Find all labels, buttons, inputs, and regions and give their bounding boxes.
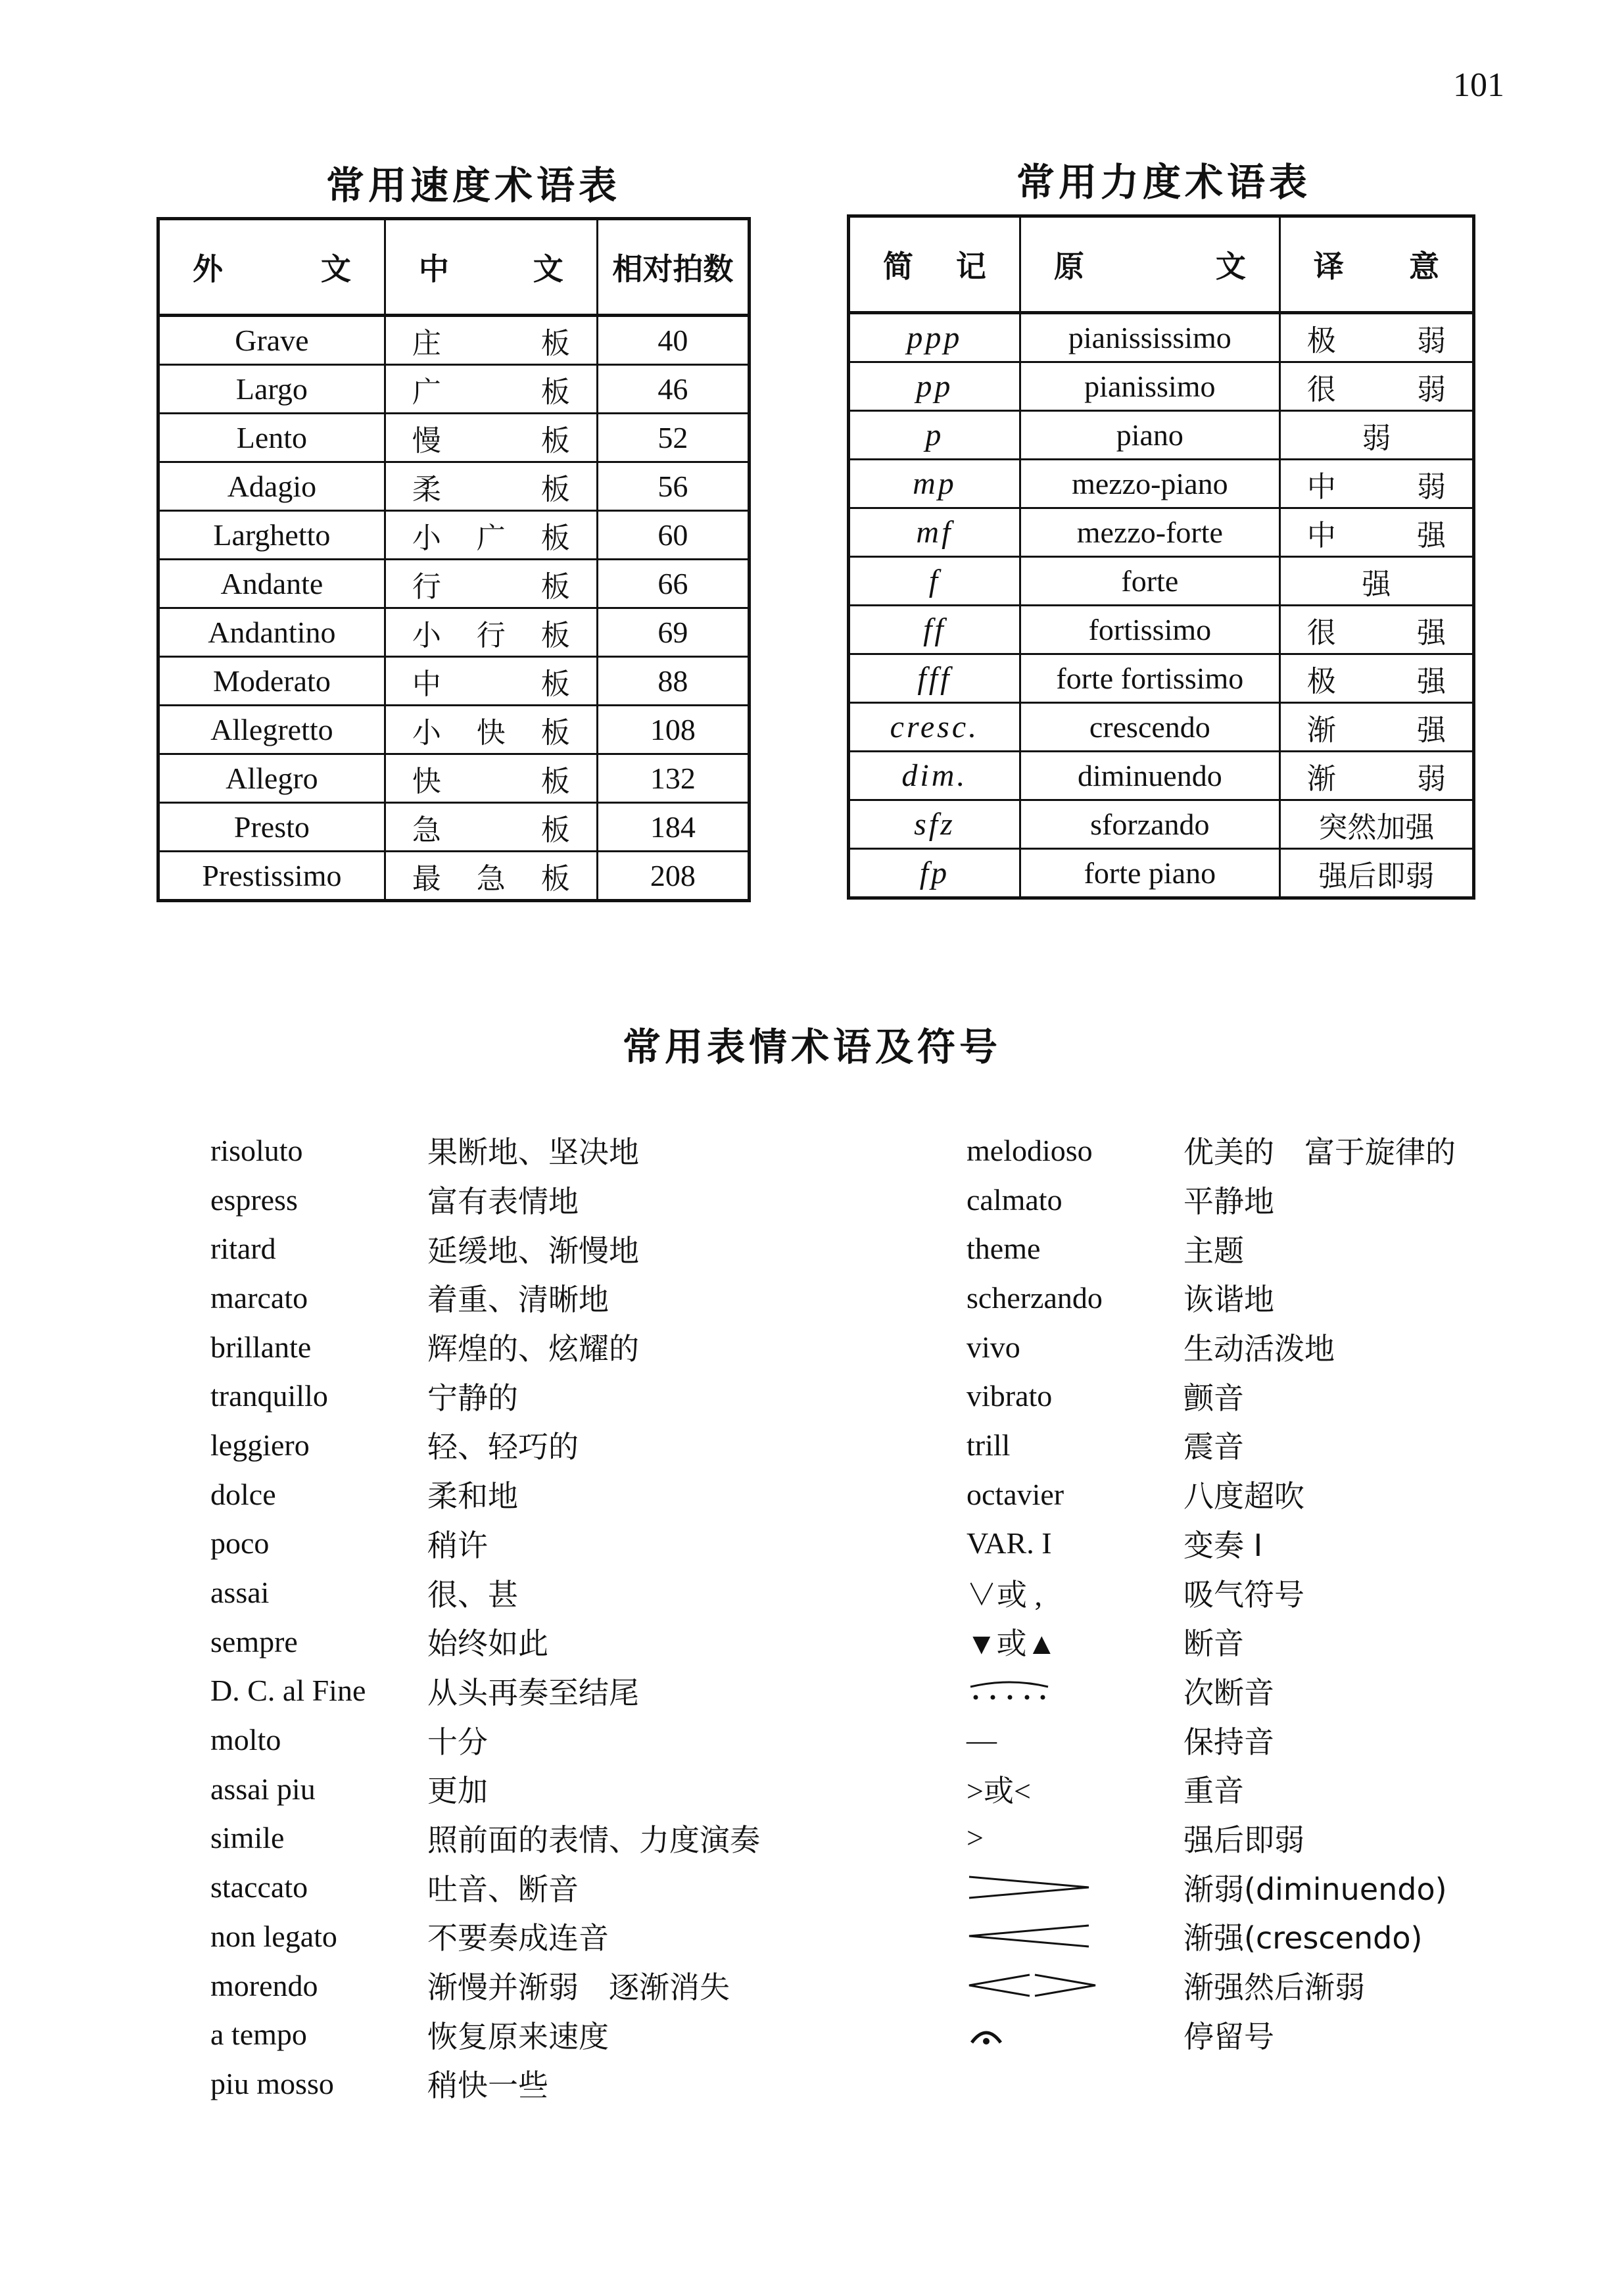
tempo-bpm: 208 xyxy=(597,852,749,901)
expression-meaning: 主题 xyxy=(1183,1232,1244,1269)
dynamics-abbreviation: ppp xyxy=(849,313,1020,362)
expression-term: trill xyxy=(967,1428,1011,1462)
expression-meaning: 延缓地、渐慢地 xyxy=(427,1232,639,1269)
expression-term: melodioso xyxy=(967,1133,1093,1167)
list-item xyxy=(967,1273,1456,1322)
dynamics-original-term: crescendo xyxy=(1020,703,1279,752)
expression-term: morendo xyxy=(210,1968,318,2002)
expression-term: D. C. al Fine xyxy=(210,1674,366,1708)
dynamics-meaning: 突然加强 xyxy=(1279,800,1473,849)
expression-meaning: 颤音 xyxy=(1183,1380,1244,1416)
expression-term: marcato xyxy=(210,1280,308,1315)
tempo-header-foreign: 外文 xyxy=(158,219,385,316)
tempo-bpm: 69 xyxy=(597,608,749,657)
table-row xyxy=(849,703,1474,752)
expression-section-title: 常用表情术语及符号 xyxy=(622,1025,1001,1069)
expression-term: sempre xyxy=(210,1624,298,1659)
list-item xyxy=(967,1617,1456,1666)
expression-list-left xyxy=(210,1126,760,2108)
dynamics-table-title: 常用力度术语表 xyxy=(1016,160,1311,205)
expression-term: vibrato xyxy=(967,1379,1053,1413)
dynamics-table-header-row xyxy=(849,216,1474,313)
list-item xyxy=(967,1470,1456,1519)
tempo-bpm: 66 xyxy=(597,560,749,608)
list-item xyxy=(210,1126,760,1175)
table-row xyxy=(849,362,1474,411)
dynamics-meaning: 极弱 xyxy=(1279,313,1473,362)
tempo-foreign-term: Grave xyxy=(158,316,385,365)
tempo-chinese-term: 最急板 xyxy=(385,852,597,901)
expression-meaning: 强后即弱 xyxy=(1183,1822,1304,1858)
tempo-table-title: 常用速度术语表 xyxy=(325,163,621,208)
table-row xyxy=(158,754,750,803)
expression-term: VAR. I xyxy=(967,1526,1052,1561)
dynamics-meaning: 弱 xyxy=(1279,411,1473,460)
tempo-foreign-term: Larghetto xyxy=(158,511,385,560)
table-row xyxy=(849,460,1474,508)
dynamics-original-term: forte xyxy=(1020,557,1279,606)
tempo-terms-table xyxy=(156,217,751,902)
list-item xyxy=(967,1814,1456,1863)
expression-term: poco xyxy=(210,1526,270,1561)
tempo-bpm: 132 xyxy=(597,754,749,803)
expression-term: simile xyxy=(210,1821,285,1855)
tempo-foreign-term: Prestissimo xyxy=(158,852,385,901)
table-row xyxy=(158,365,750,414)
tempo-bpm: 184 xyxy=(597,803,749,852)
expression-meaning: 优美的 富于旋律的 xyxy=(1183,1134,1456,1171)
expression-meaning: 宁静的 xyxy=(427,1380,518,1416)
page-number: 101 xyxy=(1453,66,1504,104)
expression-term: espress xyxy=(210,1182,298,1217)
table-row xyxy=(849,508,1474,557)
portato-icon xyxy=(967,1678,1183,1704)
list-item xyxy=(210,1568,760,1617)
tempo-chinese-term: 柔板 xyxy=(385,462,597,511)
expression-meaning: 渐弱(diminuendo) xyxy=(1183,1871,1447,1907)
expression-meaning: 吐音、断音 xyxy=(427,1871,579,1907)
tempo-foreign-term: Presto xyxy=(158,803,385,852)
expression-term: calmato xyxy=(967,1182,1063,1217)
list-item xyxy=(210,1666,760,1716)
expression-meaning: 渐慢并渐弱 逐渐消失 xyxy=(427,1970,730,2006)
dynamics-meaning: 很弱 xyxy=(1279,362,1473,411)
tempo-bpm: 40 xyxy=(597,316,749,365)
tempo-header-chinese: 中文 xyxy=(385,219,597,316)
list-item xyxy=(210,1420,760,1470)
dynamics-abbreviation: mf xyxy=(849,508,1020,557)
table-row xyxy=(158,608,750,657)
dynamics-meaning: 中弱 xyxy=(1279,460,1473,508)
list-item xyxy=(967,1224,1456,1273)
expression-term: dolce xyxy=(210,1477,276,1511)
list-item xyxy=(210,2059,760,2108)
list-item xyxy=(210,1470,760,1519)
dynamics-original-term: forte fortissimo xyxy=(1020,654,1279,703)
expression-meaning: 着重、清晰地 xyxy=(427,1282,609,1318)
crescendo-hairpin-icon xyxy=(967,1922,1183,1950)
expression-term: octavier xyxy=(967,1477,1064,1511)
dynamics-terms-table xyxy=(847,214,1475,900)
expression-term: non legato xyxy=(210,1919,337,1953)
dynamics-original-term: piano xyxy=(1020,411,1279,460)
tempo-table-header-row xyxy=(158,219,750,316)
expression-term: vivo xyxy=(967,1330,1020,1364)
expression-meaning: 断音 xyxy=(1183,1626,1244,1662)
dynamics-meaning: 极强 xyxy=(1279,654,1473,703)
list-item xyxy=(210,1371,760,1420)
table-row xyxy=(849,654,1474,703)
table-row xyxy=(849,849,1474,898)
table-row xyxy=(849,313,1474,362)
tempo-chinese-term: 中板 xyxy=(385,657,597,706)
tempo-chinese-term: 慢板 xyxy=(385,414,597,462)
expression-meaning: 照前面的表情、力度演奏 xyxy=(427,1822,760,1858)
expression-term: assai xyxy=(210,1576,270,1610)
table-row xyxy=(849,411,1474,460)
expression-meaning: 始终如此 xyxy=(427,1626,548,1662)
dynamics-original-term: sforzando xyxy=(1020,800,1279,849)
dynamics-original-term: forte piano xyxy=(1020,849,1279,898)
dynamics-abbreviation: sfz xyxy=(849,800,1020,849)
tempo-foreign-term: Largo xyxy=(158,365,385,414)
tempo-foreign-term: Lento xyxy=(158,414,385,462)
list-item xyxy=(967,1715,1456,1764)
dynamics-original-term: mezzo-piano xyxy=(1020,460,1279,508)
tempo-bpm: 88 xyxy=(597,657,749,706)
dynamics-abbreviation: mp xyxy=(849,460,1020,508)
list-item xyxy=(967,1519,1456,1568)
expression-meaning: 渐强然后渐弱 xyxy=(1183,1970,1365,2006)
list-item xyxy=(967,1126,1456,1175)
expression-term: piu mosso xyxy=(210,2066,334,2100)
list-item xyxy=(967,1568,1456,1617)
expression-meaning: 渐强(crescendo) xyxy=(1183,1920,1423,1956)
expression-meaning: 果断地、坚决地 xyxy=(427,1134,639,1171)
dynamics-header-meaning: 译意 xyxy=(1279,216,1473,313)
expression-meaning: 重音 xyxy=(1183,1773,1244,1809)
list-item xyxy=(210,1715,760,1764)
expression-meaning: 诙谐地 xyxy=(1183,1282,1274,1318)
expression-term: molto xyxy=(210,1723,281,1757)
dynamics-header-abbr: 简记 xyxy=(849,216,1020,313)
expression-meaning: 吸气符号 xyxy=(1183,1576,1304,1612)
list-item xyxy=(210,1764,760,1814)
dynamics-meaning: 很强 xyxy=(1279,606,1473,654)
list-item xyxy=(210,1862,760,1912)
tempo-foreign-term: Andante xyxy=(158,560,385,608)
dynamics-meaning: 强后即弱 xyxy=(1279,849,1473,898)
diminuendo-hairpin-icon xyxy=(967,1873,1183,1902)
table-row xyxy=(158,414,750,462)
dynamics-abbreviation: fff xyxy=(849,654,1020,703)
expression-meaning: 变奏 I xyxy=(1183,1527,1263,1563)
cresc-dim-hairpin-icon xyxy=(967,1971,1183,2000)
tempo-chinese-term: 小广板 xyxy=(385,511,597,560)
table-row xyxy=(849,557,1474,606)
tempo-bpm: 46 xyxy=(597,365,749,414)
expression-term: scherzando xyxy=(967,1280,1103,1315)
expression-term: ∨或 , xyxy=(967,1578,1042,1612)
list-item xyxy=(967,1322,1456,1372)
expression-meaning: 稍快一些 xyxy=(427,2068,548,2104)
dynamics-abbreviation: dim. xyxy=(849,752,1020,800)
expression-meaning: 柔和地 xyxy=(427,1478,518,1514)
table-row xyxy=(849,752,1474,800)
expression-meaning: 不要奏成连音 xyxy=(427,1920,609,1956)
list-item xyxy=(967,1371,1456,1420)
expression-meaning: 次断音 xyxy=(1183,1674,1274,1710)
expression-term: ▼或▲ xyxy=(967,1627,1057,1661)
dynamics-original-term: fortissimo xyxy=(1020,606,1279,654)
dynamics-original-term: pianissimo xyxy=(1020,362,1279,411)
dynamics-meaning: 渐弱 xyxy=(1279,752,1473,800)
expression-meaning: 稍许 xyxy=(427,1527,488,1563)
expression-term: a tempo xyxy=(210,2018,307,2052)
tempo-bpm: 60 xyxy=(597,511,749,560)
tempo-chinese-term: 小快板 xyxy=(385,706,597,754)
tempo-chinese-term: 急板 xyxy=(385,803,597,852)
tempo-bpm: 108 xyxy=(597,706,749,754)
list-item xyxy=(210,1814,760,1863)
dynamics-abbreviation: cresc. xyxy=(849,703,1020,752)
expression-meaning: 从头再奏至结尾 xyxy=(427,1674,639,1710)
tempo-foreign-term: Moderato xyxy=(158,657,385,706)
list-item xyxy=(967,1862,1456,1912)
dynamics-original-term: mezzo-forte xyxy=(1020,508,1279,557)
table-row xyxy=(158,803,750,852)
expression-term: ritard xyxy=(210,1232,276,1266)
dynamics-abbreviation: pp xyxy=(849,362,1020,411)
dynamics-meaning: 中强 xyxy=(1279,508,1473,557)
expression-meaning: 富有表情地 xyxy=(427,1184,579,1220)
list-item xyxy=(967,1175,1456,1224)
list-item xyxy=(967,2010,1456,2059)
dynamics-abbreviation: fp xyxy=(849,849,1020,898)
tempo-foreign-term: Allegretto xyxy=(158,706,385,754)
expression-term: risoluto xyxy=(210,1133,303,1167)
dynamics-original-term: pianississimo xyxy=(1020,313,1279,362)
tempo-chinese-term: 广板 xyxy=(385,365,597,414)
tempo-bpm: 52 xyxy=(597,414,749,462)
expression-term: brillante xyxy=(210,1330,312,1364)
expression-meaning: 很、甚 xyxy=(427,1576,518,1612)
expression-term: — xyxy=(967,1723,997,1757)
list-item xyxy=(210,1322,760,1372)
tempo-bpm: 56 xyxy=(597,462,749,511)
dynamics-meaning: 渐强 xyxy=(1279,703,1473,752)
tempo-chinese-term: 庄板 xyxy=(385,316,597,365)
expression-term: >或< xyxy=(967,1774,1031,1808)
list-item xyxy=(210,1224,760,1273)
tempo-foreign-term: Adagio xyxy=(158,462,385,511)
expression-meaning: 轻、轻巧的 xyxy=(427,1429,579,1465)
table-row xyxy=(158,852,750,901)
tempo-chinese-term: 快板 xyxy=(385,754,597,803)
list-item xyxy=(967,1912,1456,1961)
expression-meaning: 十分 xyxy=(427,1724,488,1760)
expression-term: tranquillo xyxy=(210,1379,328,1413)
list-item xyxy=(210,1273,760,1322)
list-item xyxy=(967,1961,1456,2010)
table-row xyxy=(849,800,1474,849)
expression-meaning: 停留号 xyxy=(1183,2018,1274,2054)
table-row xyxy=(849,606,1474,654)
dynamics-abbreviation: f xyxy=(849,557,1020,606)
expression-meaning: 八度超吹 xyxy=(1183,1478,1304,1514)
list-item xyxy=(967,1666,1456,1716)
dynamics-abbreviation: p xyxy=(849,411,1020,460)
table-row xyxy=(158,316,750,365)
list-item xyxy=(967,1420,1456,1470)
tempo-chinese-term: 小行板 xyxy=(385,608,597,657)
table-row xyxy=(158,462,750,511)
expression-meaning: 平静地 xyxy=(1183,1184,1274,1220)
list-item xyxy=(967,1764,1456,1814)
expression-meaning: 生动活泼地 xyxy=(1183,1331,1335,1367)
dynamics-header-original: 原文 xyxy=(1020,216,1279,313)
list-item xyxy=(210,1519,760,1568)
tempo-foreign-term: Allegro xyxy=(158,754,385,803)
expression-term: > xyxy=(967,1821,984,1855)
list-item xyxy=(210,1961,760,2010)
tempo-foreign-term: Andantino xyxy=(158,608,385,657)
list-item xyxy=(210,1617,760,1666)
expression-meaning: 更加 xyxy=(427,1773,488,1809)
table-row xyxy=(158,511,750,560)
table-row xyxy=(158,560,750,608)
expression-list-right xyxy=(967,1126,1456,2059)
expression-meaning: 恢复原来速度 xyxy=(427,2018,609,2054)
expression-term: leggiero xyxy=(210,1428,310,1462)
tempo-chinese-term: 行板 xyxy=(385,560,597,608)
dynamics-meaning: 强 xyxy=(1279,557,1473,606)
expression-meaning: 辉煌的、炫耀的 xyxy=(427,1331,639,1367)
dynamics-abbreviation: ff xyxy=(849,606,1020,654)
fermata-icon xyxy=(967,2020,1183,2049)
table-row xyxy=(158,657,750,706)
list-item xyxy=(210,1175,760,1224)
table-row xyxy=(158,706,750,754)
dynamics-original-term: diminuendo xyxy=(1020,752,1279,800)
list-item xyxy=(210,1912,760,1961)
list-item xyxy=(210,2010,760,2059)
tempo-header-bpm: 相对拍数 xyxy=(597,219,749,316)
expression-term: theme xyxy=(967,1232,1041,1266)
expression-meaning: 保持音 xyxy=(1183,1724,1274,1760)
expression-term: assai piu xyxy=(210,1772,316,1806)
expression-meaning: 震音 xyxy=(1183,1429,1244,1465)
expression-term: staccato xyxy=(210,1870,308,1904)
